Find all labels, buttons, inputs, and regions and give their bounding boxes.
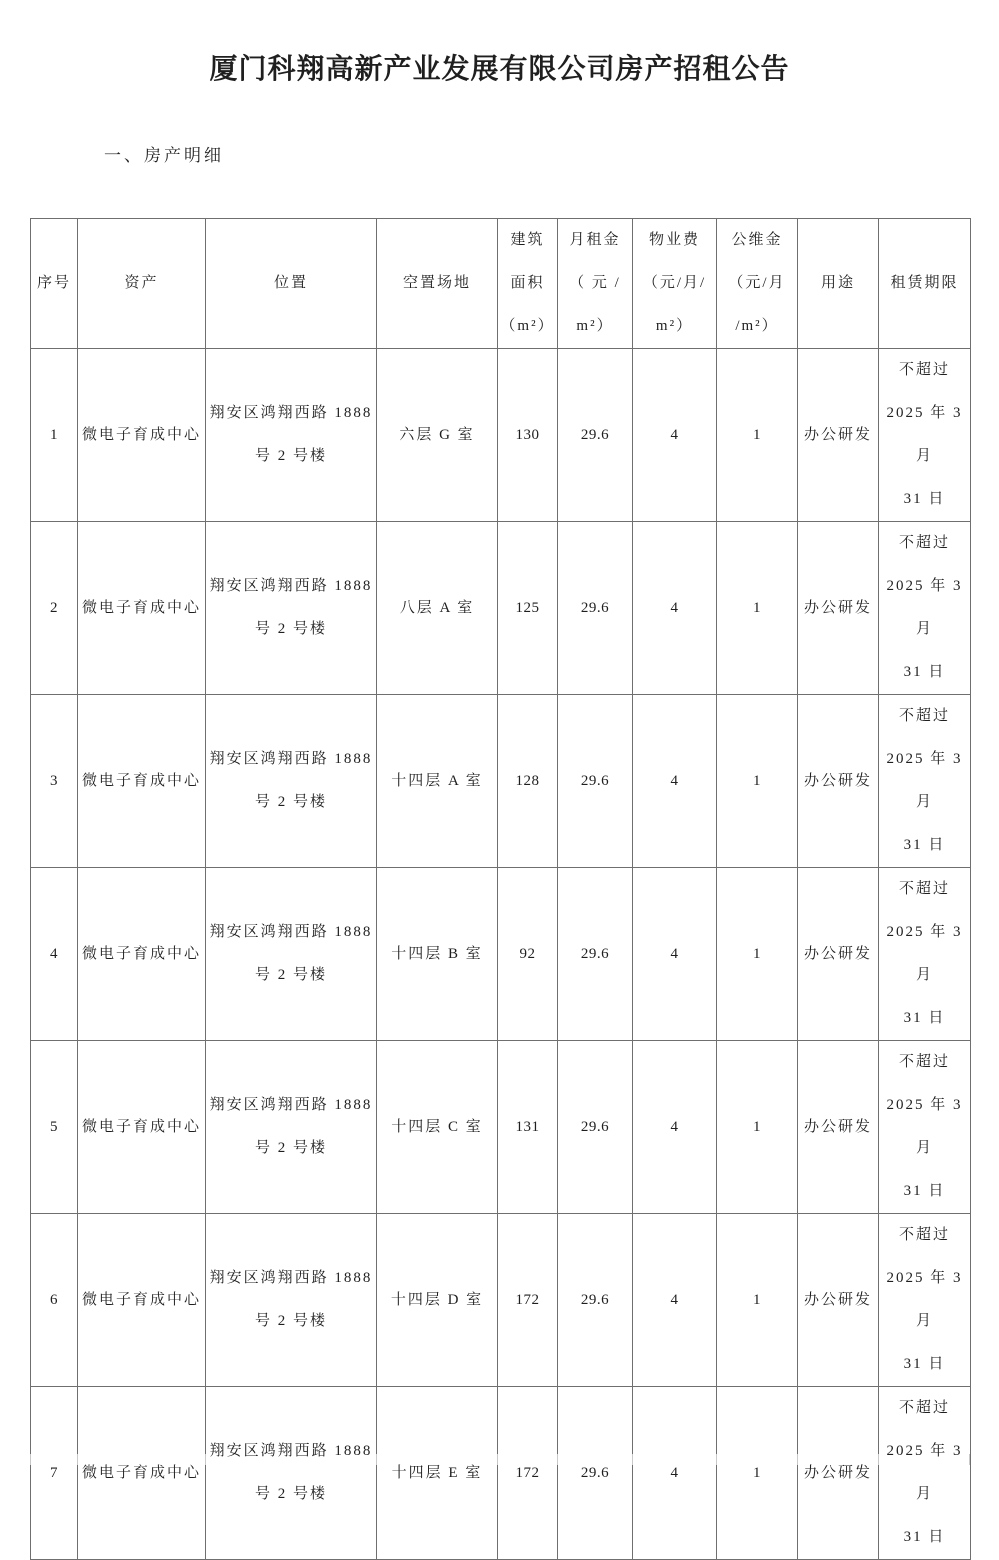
cell-location: 翔安区鸿翔西路 1888 号 2 号楼 [206, 1387, 377, 1560]
cell-location: 翔安区鸿翔西路 1888 号 2 号楼 [206, 522, 377, 695]
cell-property-fee: 4 [633, 868, 717, 1041]
header-line: 资产 [124, 275, 159, 291]
cell-asset: 微电子育成中心 [78, 1214, 206, 1387]
cell-usage: 办公研发 [798, 1041, 879, 1214]
cell-vacant-space: 十四层 C 室 [377, 1041, 498, 1214]
cell-lease-term: 不超过 2025 年 3 月 31 日 [879, 1214, 971, 1387]
cell-seq: 7 [31, 1387, 78, 1560]
header-vacant-space [377, 219, 498, 349]
cell-floor-area: 131 [498, 1041, 558, 1214]
cell-seq: 2 [31, 522, 78, 695]
cell-usage: 办公研发 [798, 349, 879, 522]
cell-monthly-rent: 29.6 [558, 868, 633, 1041]
header-lease-term [879, 219, 971, 349]
cell-maintenance-fund: 1 [717, 1041, 798, 1214]
cell-asset: 微电子育成中心 [78, 868, 206, 1041]
cell-lease-term: 不超过 2025 年 3 月 31 日 [879, 349, 971, 522]
cell-location: 翔安区鸿翔西路 1888 号 2 号楼 [206, 868, 377, 1041]
cell-lease-term: 不超过 2025 年 3 月 31 日 [879, 868, 971, 1041]
cell-asset: 微电子育成中心 [78, 522, 206, 695]
cell-vacant-space: 八层 A 室 [377, 522, 498, 695]
header-line: 位置 [273, 275, 308, 291]
next-row-stub [30, 1454, 970, 1465]
cell-vacant-space: 六层 G 室 [377, 349, 498, 522]
cell-usage: 办公研发 [798, 695, 879, 868]
header-asset [78, 219, 206, 349]
cell-asset: 微电子育成中心 [78, 1387, 206, 1560]
cell-location: 翔安区鸿翔西路 1888 号 2 号楼 [206, 1214, 377, 1387]
header-line: 空置场地 [402, 275, 471, 291]
header-row [31, 219, 971, 349]
table-row [31, 1214, 971, 1387]
cell-seq: 3 [31, 695, 78, 868]
cell-seq: 1 [31, 349, 78, 522]
cell-floor-area: 130 [498, 349, 558, 522]
cell-property-fee: 4 [633, 1041, 717, 1214]
cell-floor-area: 125 [498, 522, 558, 695]
header-line: 公维金 [731, 232, 783, 248]
cell-asset: 微电子育成中心 [78, 695, 206, 868]
cell-floor-area: 172 [498, 1387, 558, 1560]
table-row [31, 349, 971, 522]
header-line: （元/月/ [642, 275, 707, 291]
cell-vacant-space: 十四层 E 室 [377, 1387, 498, 1560]
header-line: m²） [655, 318, 694, 334]
table-row [31, 1041, 971, 1214]
table-row [31, 695, 971, 868]
header-line: 月租金 [569, 232, 621, 248]
cell-location: 翔安区鸿翔西路 1888 号 2 号楼 [206, 1041, 377, 1214]
cell-maintenance-fund: 1 [717, 349, 798, 522]
header-line: （ 元 / [569, 275, 621, 291]
header-line: 租赁期限 [890, 275, 959, 291]
header-floor-area [498, 219, 558, 349]
header-line: /m²） [735, 318, 779, 334]
cell-monthly-rent: 29.6 [558, 1041, 633, 1214]
cell-maintenance-fund: 1 [717, 1214, 798, 1387]
table-row [31, 868, 971, 1041]
cell-property-fee: 4 [633, 349, 717, 522]
header-monthly-rent [558, 219, 633, 349]
section-heading: 一、房产明细 [104, 146, 224, 165]
cell-floor-area: 128 [498, 695, 558, 868]
table-header [31, 219, 971, 349]
header-line: 面积 [510, 275, 545, 291]
header-line: m²） [576, 318, 614, 334]
cell-floor-area: 172 [498, 1214, 558, 1387]
cell-floor-area: 92 [498, 868, 558, 1041]
cell-lease-term: 不超过 2025 年 3 月 31 日 [879, 1041, 971, 1214]
cell-maintenance-fund: 1 [717, 522, 798, 695]
table-row [31, 522, 971, 695]
cell-maintenance-fund: 1 [717, 868, 798, 1041]
cell-vacant-space: 十四层 A 室 [377, 695, 498, 868]
cell-property-fee: 4 [633, 695, 717, 868]
cell-monthly-rent: 29.6 [558, 1387, 633, 1560]
cell-monthly-rent: 29.6 [558, 349, 633, 522]
cell-lease-term: 不超过 2025 年 3 月 31 日 [879, 1387, 971, 1560]
cell-maintenance-fund: 1 [717, 695, 798, 868]
table-row [31, 1387, 971, 1560]
table-body [31, 349, 971, 1560]
header-line: 建筑 [510, 232, 545, 248]
header-seq [31, 219, 78, 349]
cell-property-fee: 4 [633, 1387, 717, 1560]
cell-maintenance-fund: 1 [717, 1387, 798, 1560]
cell-usage: 办公研发 [798, 1214, 879, 1387]
cell-monthly-rent: 29.6 [558, 522, 633, 695]
cell-location: 翔安区鸿翔西路 1888 号 2 号楼 [206, 349, 377, 522]
header-maintenance-fund [717, 219, 798, 349]
cell-vacant-space: 十四层 D 室 [377, 1214, 498, 1387]
header-line: （m²） [500, 318, 555, 334]
cell-usage: 办公研发 [798, 522, 879, 695]
cell-location: 翔安区鸿翔西路 1888 号 2 号楼 [206, 695, 377, 868]
header-line: 序号 [36, 275, 71, 291]
header-line: 物业费 [648, 232, 700, 248]
cell-seq: 5 [31, 1041, 78, 1214]
cell-vacant-space: 十四层 B 室 [377, 868, 498, 1041]
header-property-fee [633, 219, 717, 349]
header-location [206, 219, 377, 349]
cell-asset: 微电子育成中心 [78, 349, 206, 522]
header-usage [798, 219, 879, 349]
cell-seq: 6 [31, 1214, 78, 1387]
header-line: （元/月 [728, 275, 786, 291]
header-line: 用途 [820, 275, 855, 291]
cell-usage: 办公研发 [798, 868, 879, 1041]
cell-monthly-rent: 29.6 [558, 695, 633, 868]
cell-lease-term: 不超过 2025 年 3 月 31 日 [879, 695, 971, 868]
cell-asset: 微电子育成中心 [78, 1041, 206, 1214]
cell-seq: 4 [31, 868, 78, 1041]
cell-property-fee: 4 [633, 1214, 717, 1387]
cell-usage: 办公研发 [798, 1387, 879, 1560]
cell-lease-term: 不超过 2025 年 3 月 31 日 [879, 522, 971, 695]
cell-monthly-rent: 29.6 [558, 1214, 633, 1387]
property-table [30, 218, 971, 1560]
cell-property-fee: 4 [633, 522, 717, 695]
page-title: 厦门科翔高新产业发展有限公司房产招租公告 [209, 54, 790, 85]
